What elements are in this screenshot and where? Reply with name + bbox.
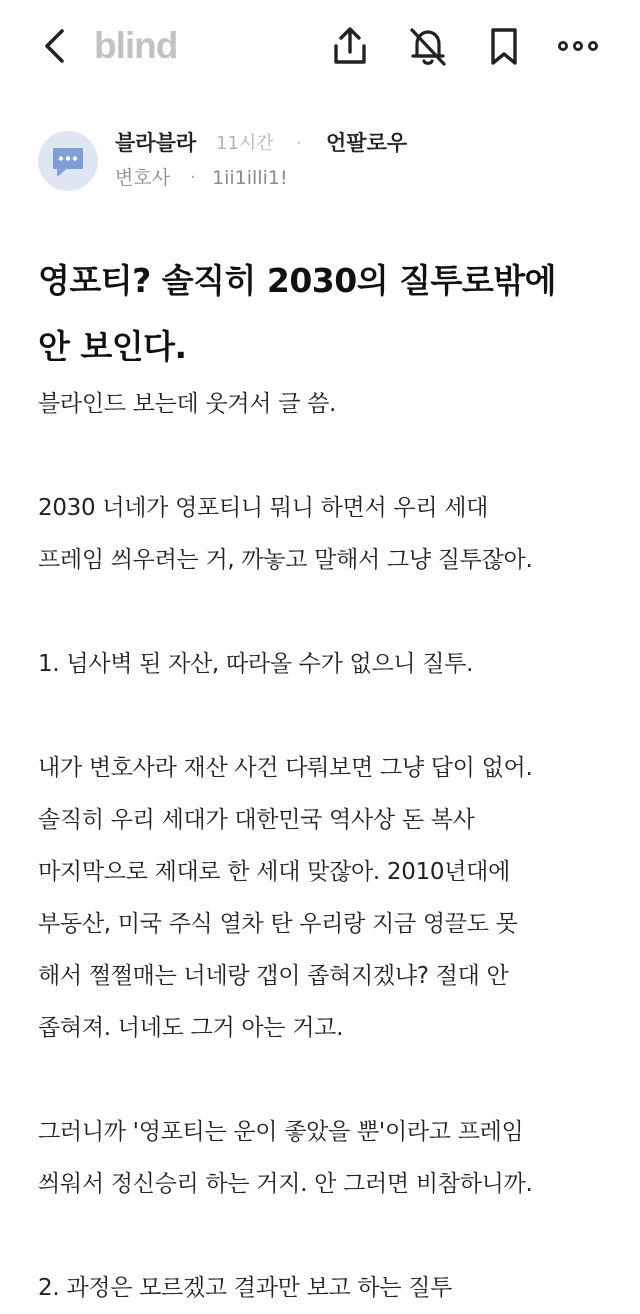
post-title [38,248,598,380]
top-bar [0,0,640,96]
separator-dot: · [190,167,196,188]
author-name[interactable]: 블라블라 [115,131,197,155]
post-body [38,378,608,1314]
back-arrow-icon [36,24,76,68]
post-body-line: 마지막으로 제대로 한 세대 맞잖아. 2010년대에 [38,859,511,885]
paragraph-gap [38,1210,608,1262]
more-icon [556,24,600,68]
post-body-line: 그러니까 '영포티는 운이 좋았을 뿐'이라고 프레임 [38,1119,524,1145]
bookmark-button[interactable] [482,24,526,68]
more-options-button[interactable] [556,24,600,68]
chat-bubble-icon [50,145,86,177]
paragraph-gap [38,690,608,742]
post-time: 11시간 [216,133,274,154]
separator-dot: · [296,133,302,154]
post-title-line: 영포티? 솔직히 2030의 질투로밖에 [38,261,556,300]
post-body-line: 1. 넘사벽 된 자산, 따라올 수가 없으니 질투. [38,651,474,677]
post-body-line: 부동산, 미국 주식 열차 탄 우리랑 지금 영끌도 못 [38,911,518,937]
author-handle: 1ii1illi1! [212,167,288,189]
post-body-line: 내가 변호사라 재산 사건 다뤄보면 그냥 답이 없어. [38,755,533,781]
share-button[interactable] [328,24,372,68]
blind-logo: blind [94,25,178,66]
post-body-line: 블라인드 보는데 웃겨서 글 씀. [38,391,337,417]
post-body-line: 씌워서 정신승리 하는 거지. 안 그러면 비참하니까. [38,1171,533,1197]
post-title-line: 안 보인다. [38,327,187,366]
notification-off-button[interactable] [406,24,450,68]
paragraph-gap [38,1054,608,1106]
paragraph-gap [38,586,608,638]
back-button[interactable] [36,24,76,68]
paragraph-gap [38,430,608,482]
bookmark-icon [482,24,526,68]
bell-off-icon [406,24,450,68]
post-body-line: 좁혀져. 너네도 그거 아는 거고. [38,1015,344,1041]
author-avatar[interactable] [38,131,98,191]
unfollow-button[interactable]: 언팔로우 [326,131,408,155]
post-body-line: 솔직히 우리 세대가 대한민국 역사상 돈 복사 [38,807,475,833]
share-icon [328,24,372,68]
post-body-line: 해서 쩔쩔매는 너네랑 갭이 좁혀지겠냐? 절대 안 [38,963,509,989]
author-job: 변호사 [115,167,171,189]
post-body-line: 2030 너네가 영포티니 뭐니 하면서 우리 세대 [38,495,489,521]
post-body-line: 2. 과정은 모르겠고 결과만 보고 하는 질투 [38,1275,453,1301]
post-body-line: 프레임 씌우려는 거, 까놓고 말해서 그냥 질투잖아. [38,547,533,573]
